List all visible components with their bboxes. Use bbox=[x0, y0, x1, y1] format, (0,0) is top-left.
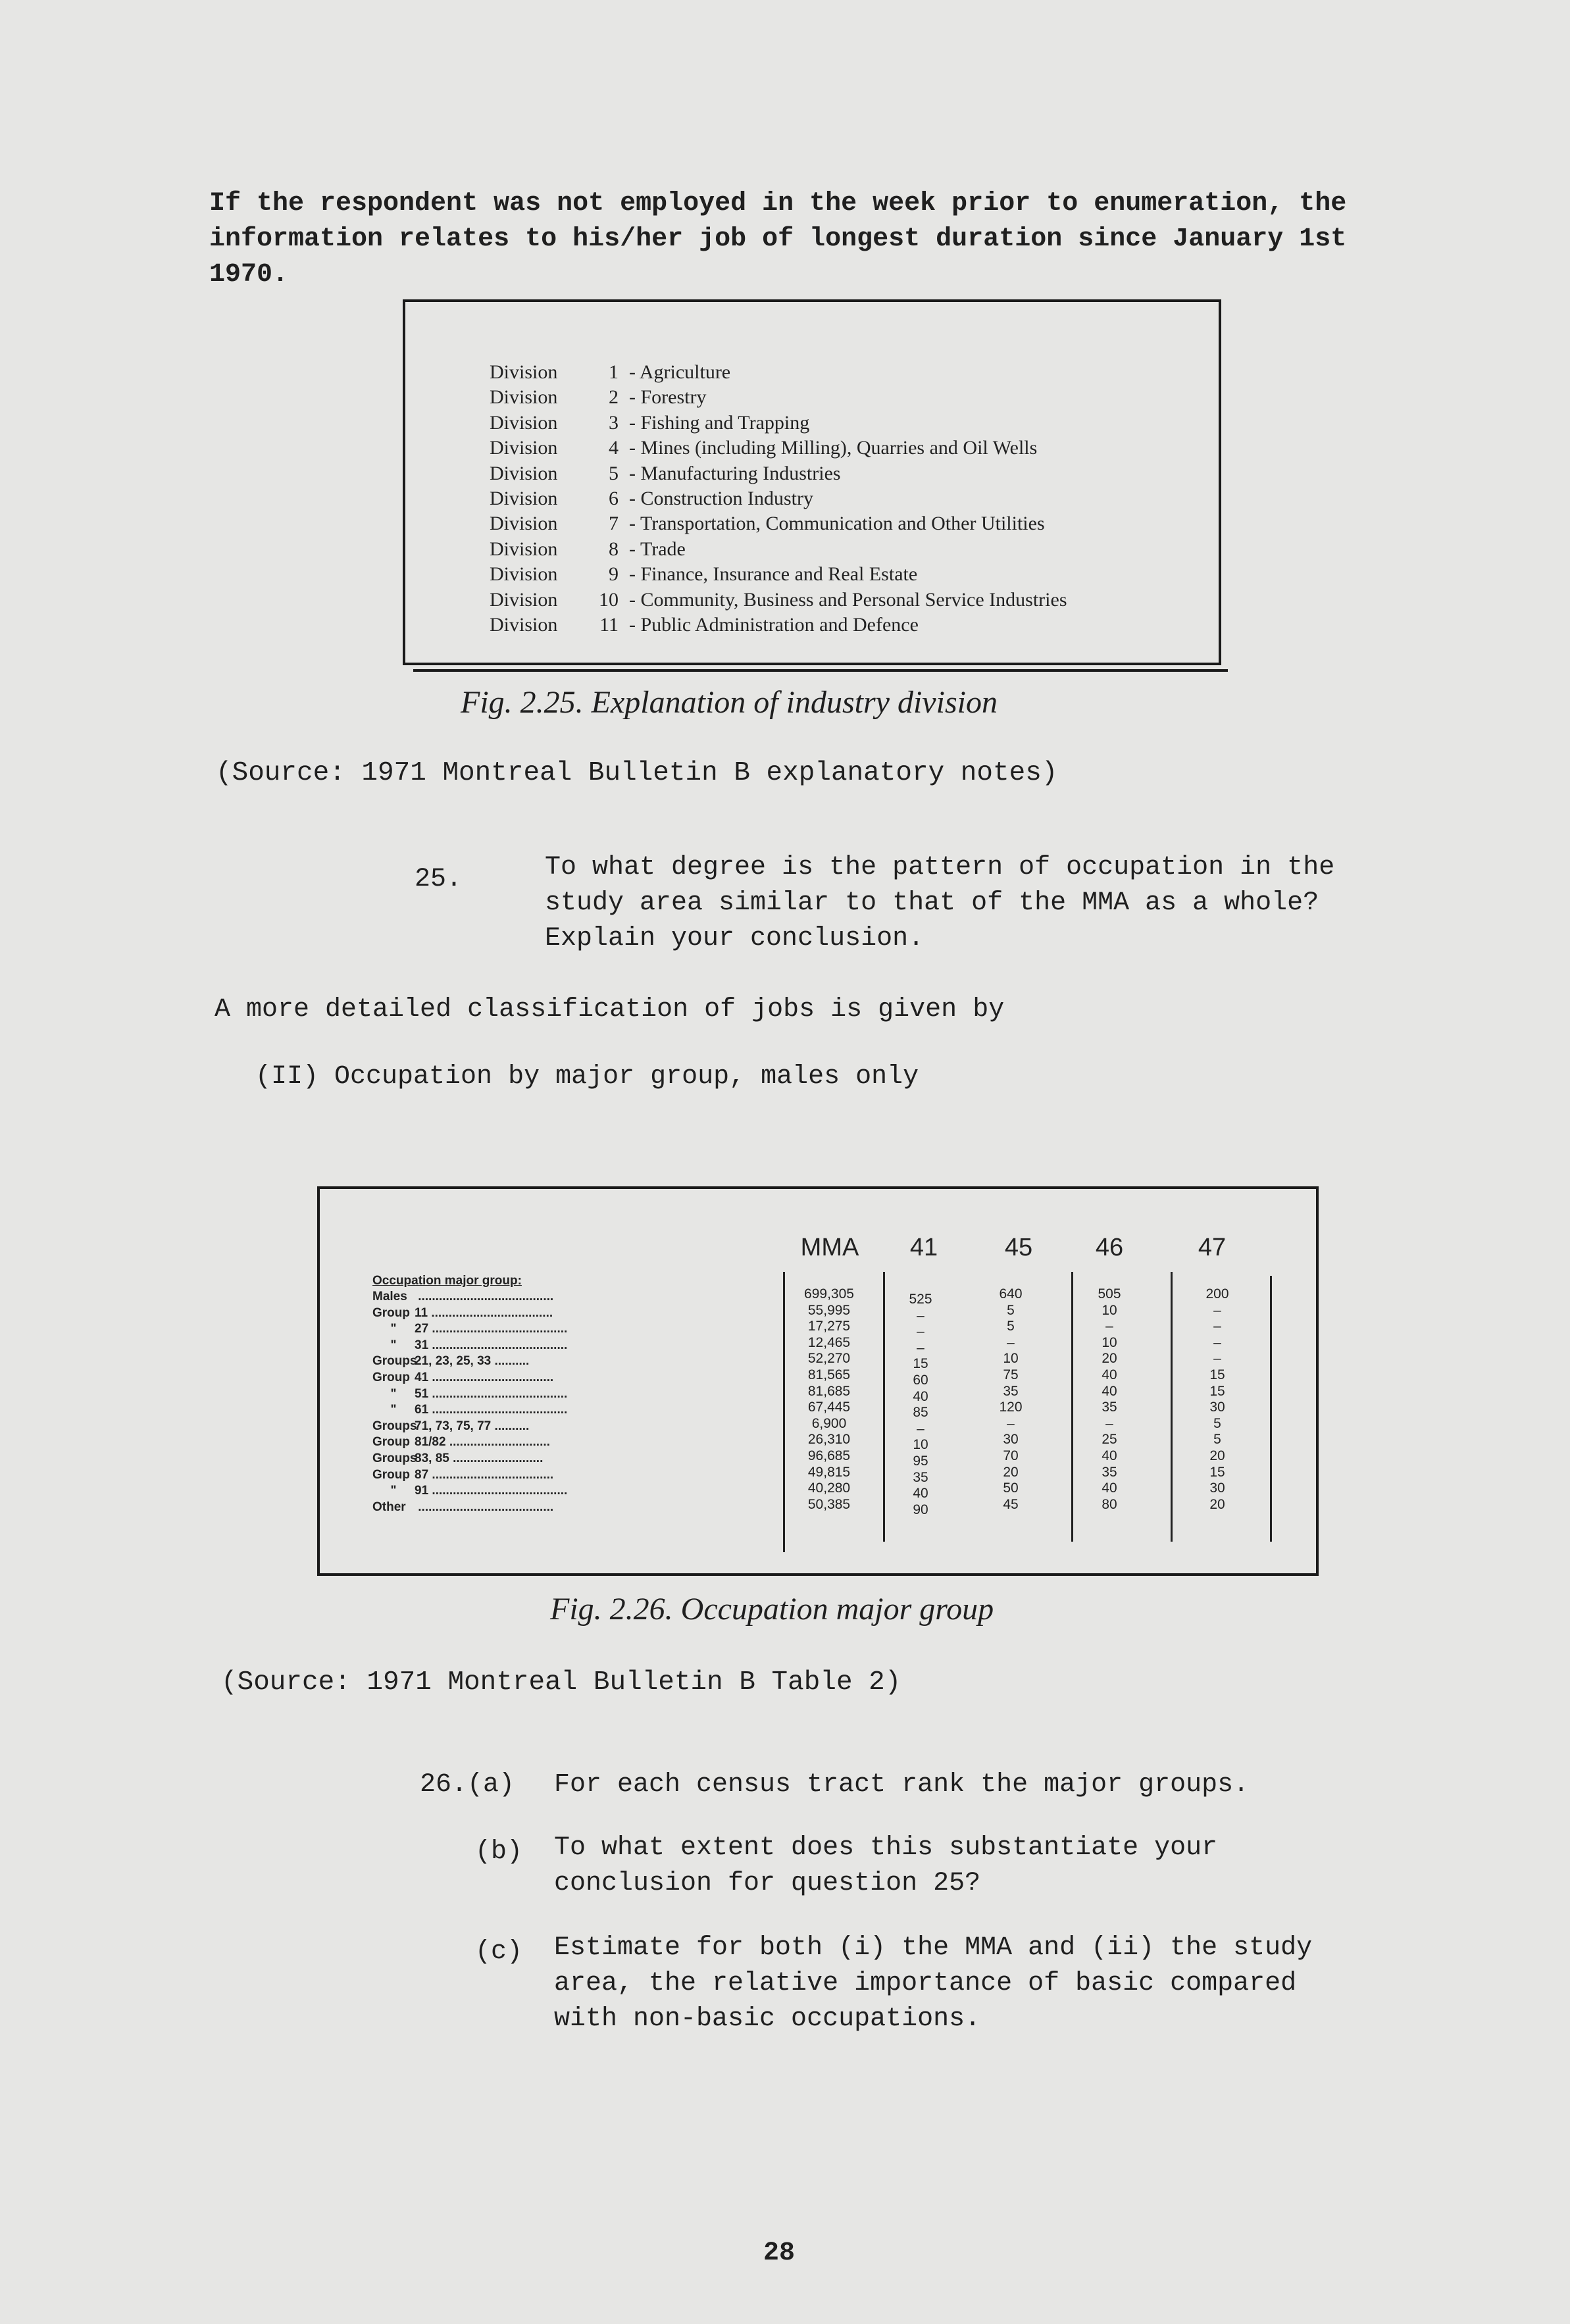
division-number: 9 bbox=[609, 563, 619, 586]
table-cell: 55,995 bbox=[807, 1302, 851, 1318]
division-number: 6 bbox=[609, 488, 619, 509]
table-cell: 30 bbox=[1209, 1480, 1225, 1496]
division-label: Division bbox=[490, 386, 558, 409]
table-cell: 50,385 bbox=[807, 1496, 851, 1512]
division-name: Trade bbox=[640, 538, 686, 560]
division-name: Mines (including Milling), Quarries and Oil Wells bbox=[640, 437, 1038, 459]
table-row-label: " 61 ....................................... bbox=[372, 1402, 567, 1419]
row-group-code: 87 bbox=[415, 1467, 429, 1482]
col-47-values bbox=[1192, 1286, 1242, 1513]
q26c-label: (c) bbox=[475, 1937, 523, 1967]
table-cell: 50 bbox=[1003, 1480, 1019, 1496]
table-cell: 5 bbox=[1007, 1319, 1015, 1334]
table-cell: – bbox=[1007, 1415, 1015, 1431]
col-divider-3 bbox=[1071, 1272, 1073, 1542]
q26c-line-2: area, the relative importance of basic compared bbox=[554, 1969, 1297, 1998]
table-row-label: Group 11 ................................... bbox=[372, 1305, 553, 1322]
division-label: Division bbox=[490, 588, 558, 611]
division-row: Division 3 - Fishing and Trapping bbox=[490, 411, 809, 436]
q26b-label: (b) bbox=[475, 1837, 523, 1867]
row-group-code: 27 bbox=[415, 1322, 429, 1336]
q26b-line-2: conclusion for question 25? bbox=[554, 1869, 981, 1898]
table-cell: – bbox=[1105, 1319, 1113, 1334]
industry-division-figure bbox=[403, 299, 1221, 665]
table-row-label: Males ....................................... bbox=[372, 1289, 553, 1305]
row-group-code: 51 bbox=[415, 1386, 429, 1401]
table-cell: 5 bbox=[1213, 1432, 1221, 1448]
row-group-label: Groups bbox=[372, 1419, 417, 1433]
detail-text: A more detailed classification of jobs is given by bbox=[215, 995, 1005, 1024]
q25-line-3: Explain your conclusion. bbox=[545, 924, 924, 953]
table-cell: 12,465 bbox=[807, 1334, 851, 1350]
division-label: Division bbox=[490, 462, 558, 484]
row-group-code: 11 bbox=[415, 1305, 428, 1320]
q26c-line-3: with non-basic occupations. bbox=[554, 2004, 981, 2034]
intro-line-3: 1970. bbox=[209, 260, 289, 290]
row-group-label: " bbox=[390, 1484, 397, 1498]
division-row: Division 2 - Forestry bbox=[490, 385, 707, 410]
row-group-label: Group bbox=[372, 1305, 410, 1320]
table-cell: 40,280 bbox=[807, 1480, 851, 1496]
table-cell: 85 bbox=[913, 1405, 928, 1421]
table-cell: – bbox=[1213, 1319, 1221, 1334]
table-cell: 40 bbox=[1102, 1448, 1117, 1463]
table-cell: 699,305 bbox=[804, 1286, 854, 1301]
table-row-label: Groups71, 73, 75, 77 .......... bbox=[372, 1419, 529, 1435]
table-cell: 35 bbox=[1102, 1464, 1117, 1480]
col-head-45: 45 bbox=[1004, 1234, 1033, 1261]
fig25-source: (Source: 1971 Montreal Bulletin B explanatory notes) bbox=[216, 758, 1058, 788]
table-cell: 52,270 bbox=[807, 1351, 851, 1367]
division-number: 11 bbox=[599, 614, 619, 636]
col-head-47: 47 bbox=[1198, 1234, 1227, 1261]
row-group-code: 61 bbox=[415, 1403, 429, 1417]
table-cell: 15 bbox=[1209, 1367, 1225, 1382]
fig26-caption: Fig. 2.26. Occupation major group bbox=[550, 1592, 994, 1627]
table-cell: 30 bbox=[1209, 1400, 1225, 1415]
table-cell: 17,275 bbox=[807, 1319, 851, 1334]
stub-title: Occupation major group: bbox=[372, 1274, 522, 1288]
table-cell: 10 bbox=[1102, 1334, 1117, 1350]
table-cell: – bbox=[917, 1340, 924, 1355]
table-cell: 70 bbox=[1003, 1448, 1019, 1463]
row-group-label: " bbox=[390, 1403, 397, 1417]
table-cell: 20 bbox=[1102, 1351, 1117, 1367]
division-number: 7 bbox=[609, 513, 619, 535]
division-name: Agriculture bbox=[639, 361, 731, 383]
row-group-code: 91 bbox=[415, 1484, 429, 1498]
table-cell: – bbox=[1105, 1415, 1113, 1431]
table-cell: 40 bbox=[913, 1388, 928, 1404]
table-cell: 20 bbox=[1003, 1464, 1019, 1480]
table-cell: 30 bbox=[1003, 1432, 1019, 1448]
table-row-label: " 27 ....................................... bbox=[372, 1321, 567, 1338]
q25-number: 25. bbox=[415, 865, 463, 894]
division-label: Division bbox=[490, 538, 558, 560]
table-cell: 90 bbox=[913, 1502, 928, 1517]
col-divider-4 bbox=[1171, 1272, 1173, 1542]
q25-line-1: To what degree is the pattern of occupation in the bbox=[545, 853, 1335, 882]
table-cell: 6,900 bbox=[811, 1415, 847, 1431]
division-label: Division bbox=[490, 563, 558, 586]
fig25-caption: Fig. 2.25. Explanation of industry division bbox=[461, 685, 998, 720]
table-cell: 96,685 bbox=[807, 1448, 851, 1463]
table-cell: 5 bbox=[1007, 1302, 1015, 1318]
row-group-label: " bbox=[390, 1386, 397, 1401]
table-cell: 81,565 bbox=[807, 1367, 851, 1382]
table-cell: – bbox=[1213, 1302, 1221, 1318]
table-cell: – bbox=[917, 1307, 924, 1323]
division-number: 1 bbox=[609, 361, 619, 383]
q26c-line-1: Estimate for both (i) the MMA and (ii) the study bbox=[554, 1933, 1313, 1963]
table-row-label: " 51 ....................................... bbox=[372, 1386, 567, 1403]
division-name: Fishing and Trapping bbox=[640, 411, 810, 434]
table-cell: 20 bbox=[1209, 1496, 1225, 1512]
intro-line-2: information relates to his/her job of longest duration since January 1st bbox=[209, 224, 1347, 254]
row-group-label: " bbox=[390, 1322, 397, 1336]
division-name: Manufacturing Industries bbox=[640, 462, 841, 484]
division-number: 8 bbox=[609, 538, 619, 560]
table-row-label: " 31 ....................................... bbox=[372, 1338, 567, 1354]
col-head-46: 46 bbox=[1095, 1234, 1124, 1261]
division-row: Division 11 - Public Administration and Defence bbox=[490, 613, 919, 638]
division-label: Division bbox=[490, 361, 558, 383]
division-name: Transportation, Communication and Other Utilities bbox=[640, 513, 1045, 535]
table-cell: 505 bbox=[1098, 1286, 1121, 1301]
intro-line-1: If the respondent was not employed in the week prior to enumeration, the bbox=[209, 189, 1347, 218]
table-cell: 95 bbox=[913, 1453, 928, 1469]
row-group-label: Group bbox=[372, 1371, 410, 1384]
table-cell: 80 bbox=[1102, 1496, 1117, 1512]
division-row: Division 6 - Construction Industry bbox=[490, 486, 813, 511]
table-cell: 15 bbox=[1209, 1464, 1225, 1480]
row-group-label: Group bbox=[372, 1467, 410, 1482]
division-row: Division 4 - Mines (including Milling), Quarries and Oil Wells bbox=[490, 436, 1037, 461]
table-cell: 10 bbox=[913, 1437, 928, 1453]
division-number: 3 bbox=[609, 411, 619, 434]
col-46-values bbox=[1083, 1286, 1136, 1513]
col-head-mma: MMA bbox=[800, 1234, 859, 1261]
table-cell: – bbox=[1007, 1334, 1015, 1350]
q26a-text: For each census tract rank the major groups. bbox=[554, 1770, 1250, 1800]
division-number: 5 bbox=[609, 462, 619, 484]
division-name: Finance, Insurance and Real Estate bbox=[640, 563, 918, 586]
table-row-label: Group 81/82 ............................. bbox=[372, 1434, 550, 1451]
table-cell: 15 bbox=[1209, 1383, 1225, 1399]
col-divider-1 bbox=[783, 1272, 785, 1552]
occupation-subheading: (II) Occupation by major group, males only bbox=[255, 1062, 919, 1092]
table-cell: 40 bbox=[1102, 1383, 1117, 1399]
table-cell: 200 bbox=[1205, 1286, 1229, 1301]
col-head-41: 41 bbox=[909, 1234, 938, 1261]
table-cell: 40 bbox=[1102, 1480, 1117, 1496]
table-cell: 25 bbox=[1102, 1432, 1117, 1448]
row-group-code: 21, 23, 25, 33 bbox=[415, 1354, 492, 1369]
division-label: Division bbox=[490, 614, 558, 636]
division-row: Division 9 - Finance, Insurance and Real Estate bbox=[490, 562, 917, 587]
table-row-label: Other ....................................... bbox=[372, 1500, 553, 1516]
division-row: Division 5 - Manufacturing Industries bbox=[490, 461, 841, 486]
division-name: Forestry bbox=[640, 386, 707, 409]
division-number: 2 bbox=[609, 386, 619, 409]
division-number: 4 bbox=[609, 437, 619, 459]
col-divider-2 bbox=[883, 1272, 885, 1542]
col-45-values bbox=[984, 1286, 1037, 1513]
table-cell: 20 bbox=[1209, 1448, 1225, 1463]
division-label: Division bbox=[490, 411, 558, 434]
col-mma-values bbox=[792, 1286, 866, 1513]
row-group-code: 71, 73, 75, 77 bbox=[415, 1419, 492, 1433]
division-row: Division 10 - Community, Business and Personal Service Industries bbox=[490, 588, 1067, 613]
table-row-label: Groups83, 85 .......................... bbox=[372, 1451, 543, 1467]
row-group-code: 41 bbox=[415, 1371, 429, 1384]
table-cell: 120 bbox=[999, 1400, 1023, 1415]
division-row: Division 7 - Transportation, Communication and Other Utilities bbox=[490, 511, 1045, 536]
division-label: Division bbox=[490, 488, 558, 509]
occupation-table-figure bbox=[317, 1186, 1319, 1576]
table-cell: 40 bbox=[1102, 1367, 1117, 1382]
row-group-label: Groups bbox=[372, 1354, 417, 1369]
row-group-label: Group bbox=[372, 1435, 410, 1450]
division-label: Division bbox=[490, 513, 558, 535]
division-name: Community, Business and Personal Service Industries bbox=[640, 588, 1067, 611]
division-row: Division 8 - Trade bbox=[490, 537, 686, 562]
q25-line-2: study area similar to that of the MMA as a whole? bbox=[545, 888, 1319, 918]
table-cell: 640 bbox=[999, 1286, 1023, 1301]
row-group-label: Other bbox=[372, 1500, 406, 1514]
table-cell: 75 bbox=[1003, 1367, 1019, 1382]
table-cell: 525 bbox=[909, 1292, 932, 1307]
row-group-code: 31 bbox=[415, 1338, 429, 1352]
table-cell: 35 bbox=[913, 1469, 928, 1485]
table-cell: 10 bbox=[1003, 1351, 1019, 1367]
table-cell: 10 bbox=[1102, 1302, 1117, 1318]
table-cell: – bbox=[1213, 1334, 1221, 1350]
row-group-label: Males bbox=[372, 1290, 407, 1303]
table-row-label: Group 87 ................................... bbox=[372, 1467, 553, 1484]
division-number: 10 bbox=[599, 588, 619, 611]
table-cell: 35 bbox=[1102, 1400, 1117, 1415]
division-label: Division bbox=[490, 437, 558, 459]
table-row-label: Groups21, 23, 25, 33 .......... bbox=[372, 1353, 529, 1370]
division-row: Division 1 - Agriculture bbox=[490, 360, 730, 385]
page-number: 28 bbox=[763, 2238, 796, 2268]
table-cell: 45 bbox=[1003, 1496, 1019, 1512]
fig26-source: (Source: 1971 Montreal Bulletin B Table 2) bbox=[221, 1667, 901, 1698]
row-group-label: " bbox=[390, 1338, 397, 1352]
table-cell: – bbox=[917, 1324, 924, 1340]
division-name: Public Administration and Defence bbox=[640, 614, 919, 636]
table-cell: – bbox=[1213, 1351, 1221, 1367]
table-row-label: Group 41 ................................... bbox=[372, 1370, 553, 1386]
table-cell: 60 bbox=[913, 1372, 928, 1388]
table-cell: 49,815 bbox=[807, 1464, 851, 1480]
col-41-values bbox=[898, 1292, 944, 1518]
row-group-code: 81/82 bbox=[415, 1435, 446, 1450]
table-cell: 26,310 bbox=[807, 1432, 851, 1448]
table-cell: 5 bbox=[1213, 1415, 1221, 1431]
table-cell: – bbox=[917, 1421, 924, 1436]
table-cell: 15 bbox=[913, 1356, 928, 1372]
table-cell: 67,445 bbox=[807, 1400, 851, 1415]
row-group-code: 83, 85 bbox=[415, 1452, 449, 1465]
col-divider-5 bbox=[1270, 1276, 1272, 1542]
q26b-line-1: To what extent does this substantiate your bbox=[554, 1833, 1218, 1863]
q26a-label: 26.(a) bbox=[420, 1770, 515, 1800]
table-cell: 81,685 bbox=[807, 1383, 851, 1399]
row-group-label: Groups bbox=[372, 1452, 417, 1465]
division-name: Construction Industry bbox=[640, 488, 813, 509]
table-cell: 40 bbox=[913, 1486, 928, 1502]
table-row-label: " 91 ....................................... bbox=[372, 1483, 567, 1500]
table-cell: 35 bbox=[1003, 1383, 1019, 1399]
